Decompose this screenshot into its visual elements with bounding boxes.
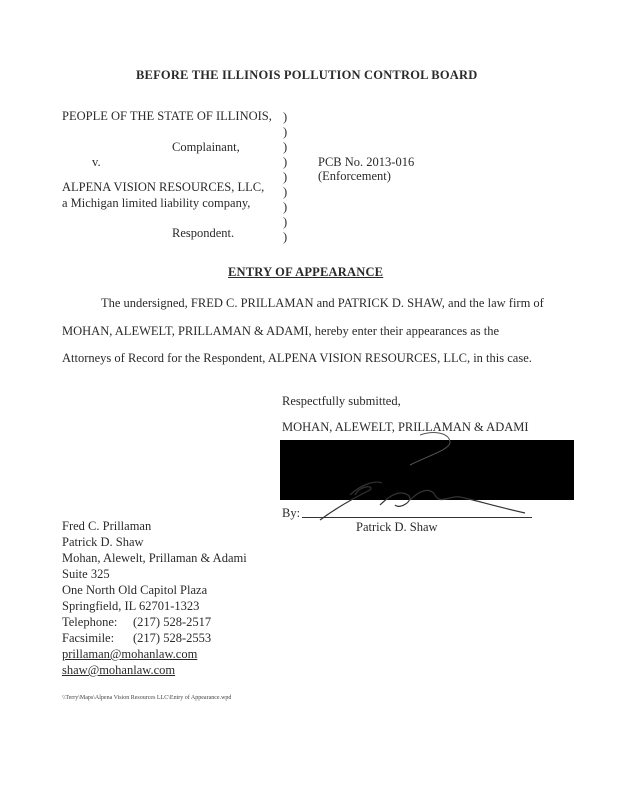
caption-versus: v. (92, 155, 101, 169)
contact-name-1: Fred C. Prillaman (62, 519, 152, 533)
contact-telephone-label: Telephone: (62, 615, 118, 629)
body-line-3: Attorneys of Record for the Respondent, ALPENA VISION RESOURCES, LLC, in this case. (62, 351, 532, 365)
body-line-2: MOHAN, ALEWELT, PRILLAMAN & ADAMI, hereby enter their appearances as the (62, 324, 500, 338)
caption-plaintiff: PEOPLE OF THE STATE OF ILLINOIS, (62, 109, 272, 123)
contact-name-2: Patrick D. Shaw (62, 535, 144, 549)
caption-paren: ) (283, 110, 288, 124)
caption-defendant-role: Respondent. (172, 226, 235, 240)
caption-paren-column (283, 110, 287, 245)
caption-paren: ) (283, 155, 288, 169)
caption-defendant-name: ALPENA VISION RESOURCES, LLC, (62, 180, 265, 194)
caption-paren: ) (283, 140, 288, 154)
body-line-1: The undersigned, FRED C. PRILLAMAN and PATRICK D. SHAW, and the law firm of (101, 296, 544, 310)
caption-plaintiff-role: Complainant, (172, 140, 240, 154)
caption-paren: ) (283, 170, 288, 184)
caption-paren: ) (283, 125, 288, 139)
signature-by-label: By: (282, 506, 301, 520)
contact-suite: Suite 325 (62, 567, 110, 581)
contact-street: One North Old Capitol Plaza (62, 583, 208, 597)
signature-firm: MOHAN, ALEWELT, PRILLAMAN & ADAMI (282, 420, 529, 434)
document-title: ENTRY OF APPEARANCE (228, 265, 384, 279)
case-type: (Enforcement) (318, 169, 391, 183)
caption-paren: ) (283, 185, 288, 199)
handwritten-signature (300, 425, 540, 530)
signature-signer-name: Patrick D. Shaw (356, 520, 438, 534)
document-file-path: \\Terry\Maps\Alpena Vision Resources LLC\Entry of Appearance.wpd (62, 695, 232, 701)
contact-facsimile-label: Facsimile: (62, 631, 115, 645)
contact-facsimile: (217) 528-2553 (133, 631, 212, 645)
contact-firm: Mohan, Alewelt, Prillaman & Adami (62, 551, 247, 565)
signature-line (302, 517, 532, 518)
signature-closing: Respectfully submitted, (282, 394, 401, 408)
contact-telephone: (217) 528-2517 (133, 615, 212, 629)
caption-paren: ) (283, 230, 288, 244)
case-number: PCB No. 2013-016 (318, 155, 415, 169)
contact-email-1[interactable]: prillaman@mohanlaw.com (62, 647, 198, 661)
contact-email-2[interactable]: shaw@mohanlaw.com (62, 663, 176, 677)
caption-defendant-description: a Michigan limited liability company, (62, 196, 251, 210)
caption-paren: ) (283, 200, 288, 214)
contact-city: Springfield, IL 62701-1323 (62, 599, 200, 613)
document-heading: BEFORE THE ILLINOIS POLLUTION CONTROL BOARD (136, 68, 478, 82)
caption-paren: ) (283, 215, 288, 229)
